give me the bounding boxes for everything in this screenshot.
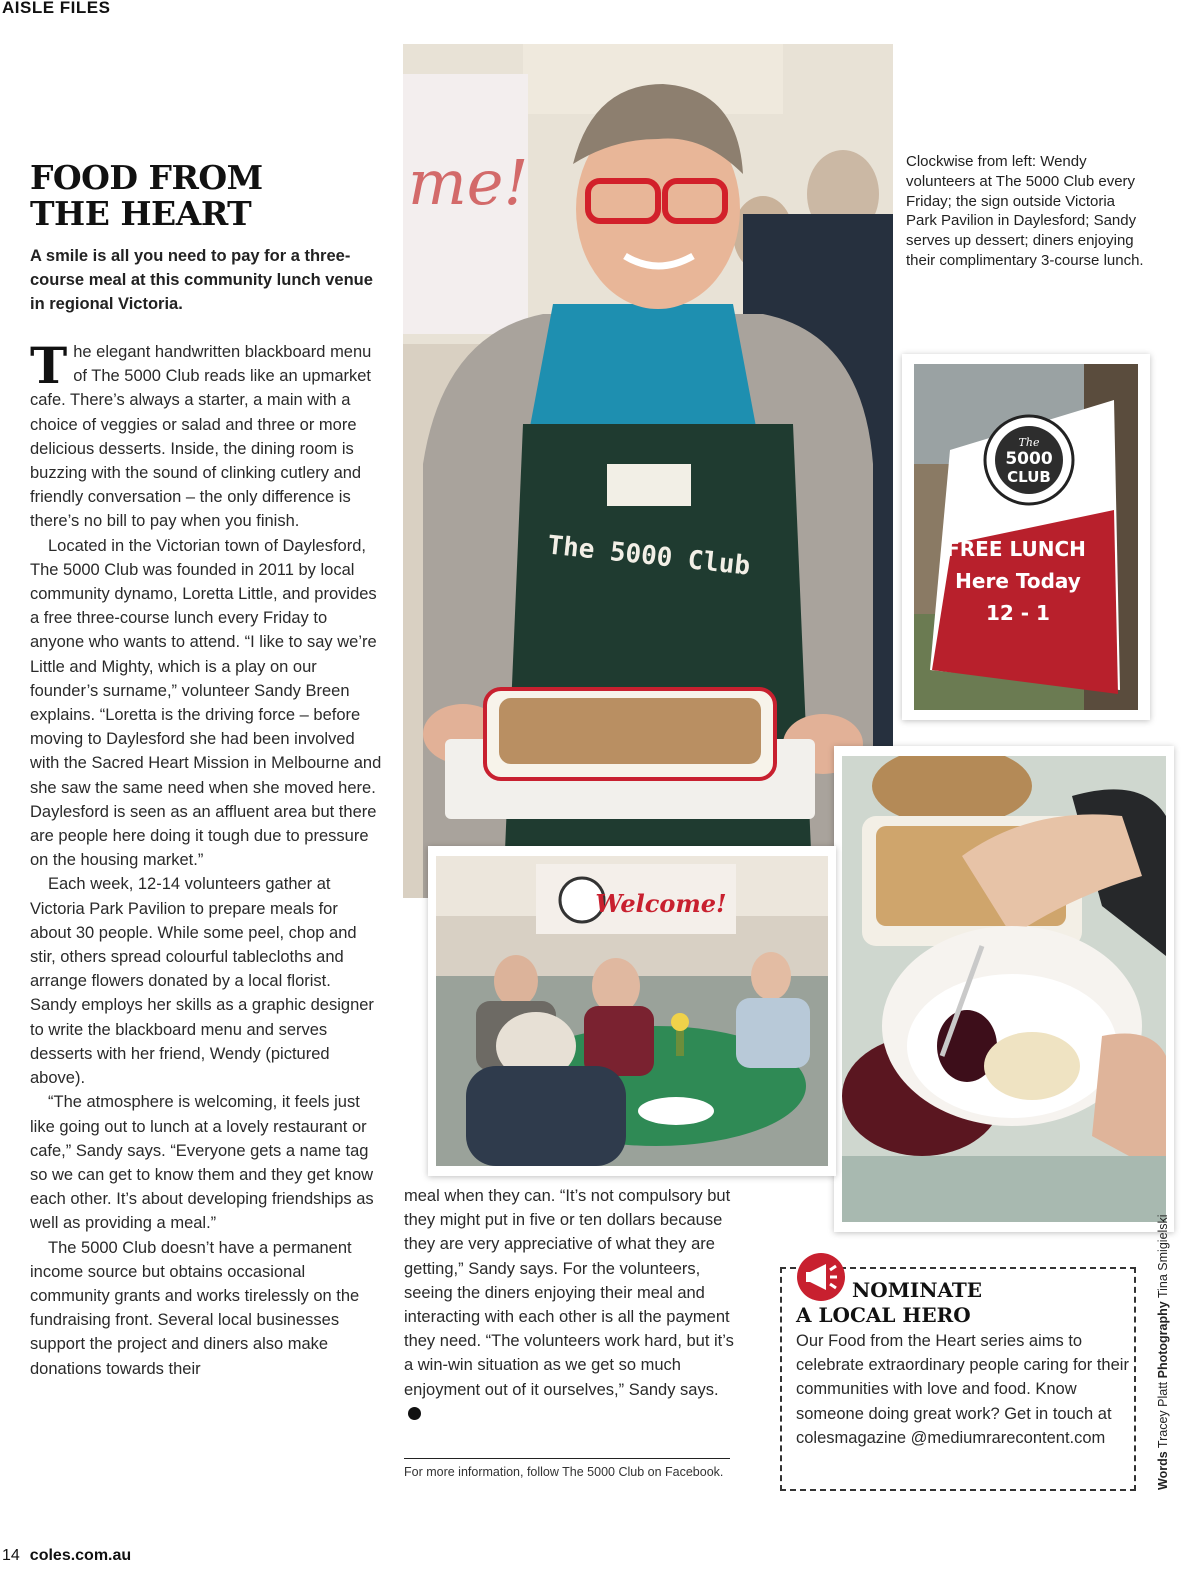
more-info-rule [404, 1458, 730, 1459]
photo-frame-sign [902, 354, 1150, 720]
photo-frame-diners [428, 846, 836, 1176]
nominate-title-line-2: A LOCAL HERO [796, 1303, 971, 1327]
paragraph-5: The 5000 Club doesn’t have a permanent income source but obtains occasional community grants and works tirelessly on the fundraising front. Several local businesses support the project and diners also make donations towards their [30, 1238, 360, 1378]
paragraph-1 [30, 336, 382, 534]
diners-photo-illustration [436, 856, 828, 1166]
sign-line-2: Here Today [955, 569, 1081, 593]
photo-credit [1156, 1130, 1170, 1490]
end-mark-icon [408, 1407, 421, 1420]
credit-words-name: Tracey Platt [1156, 1381, 1170, 1449]
paragraph-3: Each week, 12-14 volunteers gather at Victoria Park Pavilion to prepare meals for about 30 people. While some peel, chop and stir, others spread colourful tablecloths and arrange flowers donated by a local florist. Sandy employs her skills as a graphic designer to write the blackboard menu and serves desserts with her friend, Wendy (pictured above). [30, 875, 374, 1088]
more-info-text: For more information, follow The 5000 Club on Facebook. [404, 1465, 724, 1479]
nominate-title [796, 1278, 982, 1328]
paragraph-4: “The atmosphere is welcoming, it feels just like going out to lunch at a lovely restaurant or cafe,” Sandy says. “Everyone gets a name tag so we can get to know them and they get know each other. It’s about developing friendships as well as providing a meal.” [30, 1093, 374, 1233]
welcome-banner: Welcome! [595, 889, 727, 918]
footer-url[interactable]: coles.com.au [29, 1547, 132, 1564]
article-standfirst: A smile is all you need to pay for a three-course meal at this community lunch venue in regional Victoria. [30, 247, 373, 313]
banner-text: me! [408, 146, 529, 219]
paragraph-1-text: he elegant handwritten blackboard menu of The 5000 Club reads like an upmarket cafe. There’s always a starter, a main with a choice of veggies or salad and three or more delicious desserts. Inside, the dining room is buzzing with the sound of clinking cutlery and friendly conversation – the only difference is there’s no bill to pay when you finish. [30, 343, 372, 531]
photo-frame-dessert [834, 746, 1174, 1232]
sign-logo-line-1: The [1018, 436, 1040, 449]
headline-line-1: FOOD FROM [30, 158, 263, 197]
credit-photo-name: Tina Smigielski [1156, 1214, 1170, 1299]
apron-text: The 5000 Club [546, 530, 752, 582]
nominate-title-line-1: NOMINATE [852, 1278, 983, 1302]
section-label: AISLE FILES [2, 0, 111, 17]
paragraph-2: Located in the Victorian town of Daylesford, The 5000 Club was founded in 2011 by local community dynamo, Loretta Little, and provides a free three-course lunch every Friday to anyone who wants to attend. “I like to say we’re Little and Mighty, which is a play on our founder’s surname,” volunteer Sandy Breen explains. “Loretta is the driving force – before moving to Daylesford she had been involved with the Sacred Heart Mission in Melbourne and she saw the same need when she moved here. Daylesford is seen as an affluent area but there are people here doing it tough due to pressure on the housing market.” [30, 536, 382, 870]
paragraph-6-text: meal when they can. “It’s not compulsory but they might put in five or ten dollars because they are very appreciative of what they are getting,” Sandy says. For the volunteers, seeing the diners enjoying their meal and interacting with each other is all the payment they need. “The volunteers work hard, but it’s a win-win situation as we get so much enjoyment out of it ourselves,” Sandy says. [404, 1187, 734, 1399]
body-column-1 [30, 336, 382, 1381]
credit-words-label: Words [1156, 1451, 1170, 1490]
volunteer-photo-illustration [403, 44, 893, 898]
sign-line-1: FREE LUNCH [946, 537, 1086, 561]
headline-line-2: THE HEART [30, 194, 252, 233]
sign-photo-illustration [914, 364, 1138, 710]
page-number: 14 [2, 1547, 20, 1564]
page-footer [2, 1547, 131, 1565]
article-headline [30, 160, 390, 232]
sign-line-3: 12 - 1 [986, 601, 1050, 625]
credit-photo-label: Photography [1156, 1301, 1170, 1379]
body-column-2 [404, 1184, 734, 1426]
sign-logo-line-3: CLUB [1007, 468, 1051, 486]
photo-volunteer-wendy [403, 44, 893, 898]
dropcap: T [30, 336, 68, 395]
photo-caption: Clockwise from left: Wendy volunteers at The 5000 Club every Friday; the sign outside Victoria Park Pavilion in Daylesford; Sandy serves up dessert; diners enjoying their complimentary 3-course lunch. [906, 153, 1144, 269]
nominate-body: Our Food from the Heart series aims to celebrate extraordinary people caring for their communities with love and food. Know someone doing great work? Get in touch at colesmagazine @mediumrarecontent.com [796, 1332, 1129, 1447]
paragraph-6 [404, 1184, 734, 1426]
dessert-photo-illustration [842, 756, 1166, 1222]
sign-logo-line-2: 5000 [1005, 449, 1053, 469]
